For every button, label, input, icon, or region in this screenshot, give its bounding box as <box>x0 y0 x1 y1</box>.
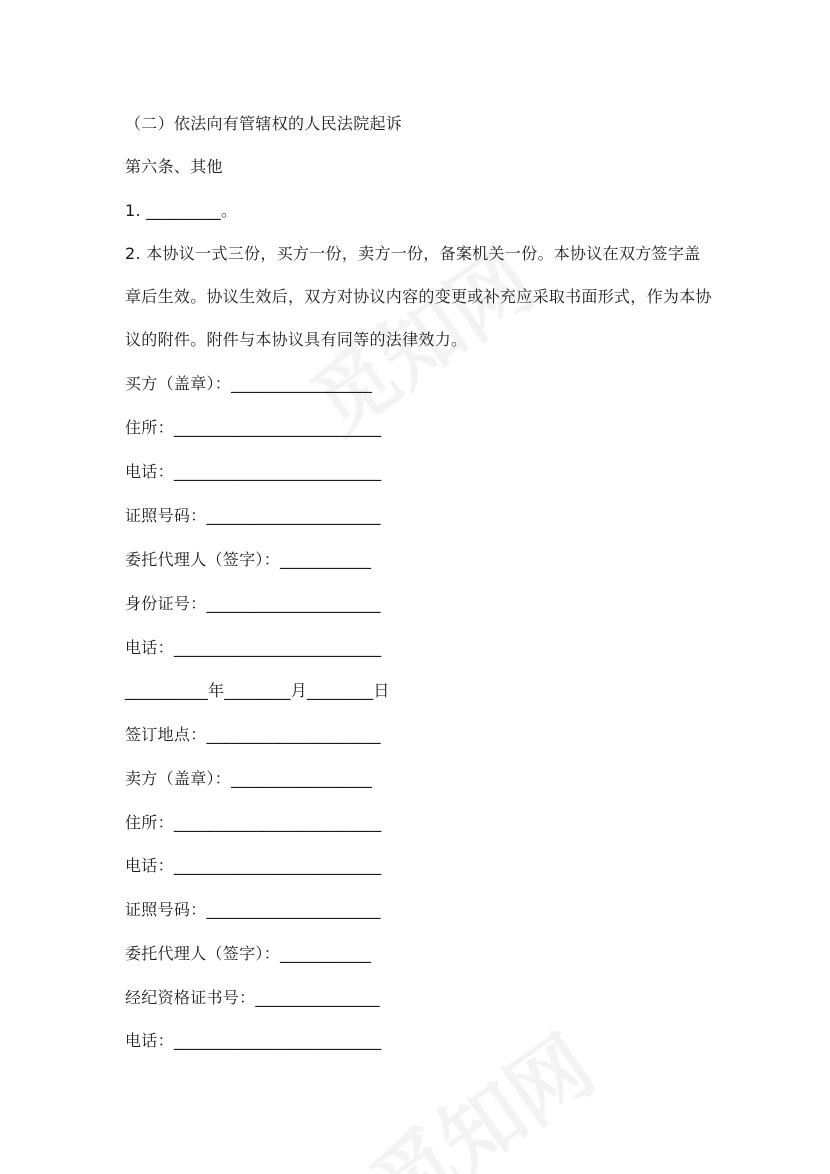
item-two-paragraph: 2. 本协议一式三份，买方一份，卖方一份，备案机关一份。本协议在双方签字盖章后生效。协议生效后，双方对协议内容的变更或补充应采取书面形式，作为本协议的附件。附件与本协议具有同等的法律效力。 <box>125 244 712 349</box>
buyer-phone-field: 电话：_________________________ <box>125 462 382 481</box>
buyer-agent-field: 委托代理人（签字）：___________ <box>125 550 372 569</box>
seller-agent-field: 委托代理人（签字）：___________ <box>125 944 372 963</box>
seller-address-field: 住所：_________________________ <box>125 813 382 832</box>
watermark <box>345 1004 614 1174</box>
signing-place-field: 签订地点：_____________________ <box>125 725 381 744</box>
date-field: __________年________月________日 <box>125 681 390 700</box>
seller-seal-field: 卖方（盖章）：_________________ <box>125 769 373 788</box>
buyer-agent-phone-field: 电话：_________________________ <box>125 638 382 657</box>
article-six-heading: 第六条、其他 <box>125 157 223 176</box>
seller-phone-field: 电话：_________________________ <box>125 856 382 875</box>
item-one: 1. _________。 <box>125 201 238 220</box>
buyer-license-field: 证照号码：_____________________ <box>125 506 381 525</box>
clause-litigation: （二）依法向有管辖权的人民法院起诉 <box>125 114 403 133</box>
buyer-id-field: 身份证号：_____________________ <box>125 594 381 613</box>
seller-agent-phone-field: 电话：_________________________ <box>125 1031 382 1050</box>
seller-license-field: 证照号码：_____________________ <box>125 900 381 919</box>
broker-certificate-field: 经纪资格证书号：_______________ <box>125 988 380 1007</box>
buyer-address-field: 住所：_________________________ <box>125 418 382 437</box>
buyer-seal-field: 买方（盖章）：_________________ <box>125 374 373 393</box>
